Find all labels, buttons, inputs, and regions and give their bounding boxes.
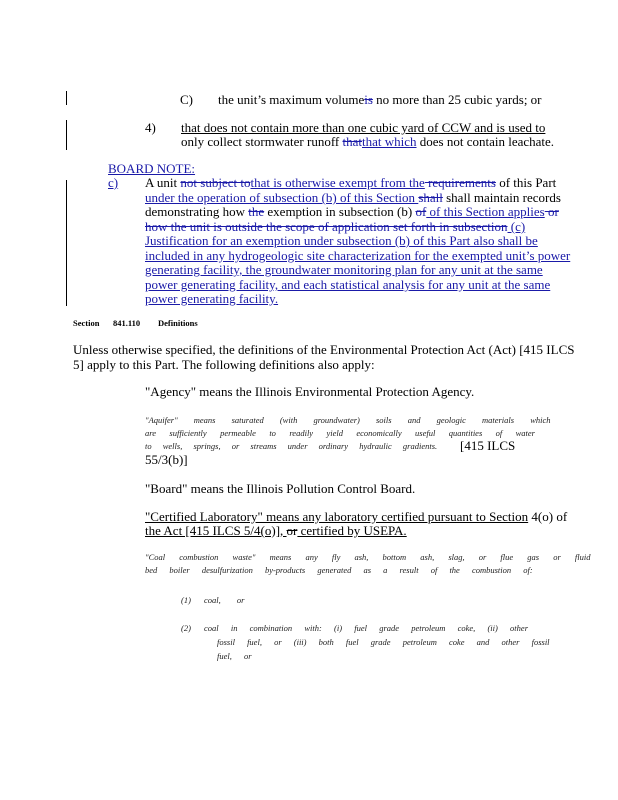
ccw-item-1-label: (1) [181,595,191,605]
item-c-label: C) [180,92,193,107]
ccw-item-2-line: fossil fuel, or (iii) both fuel grade petroleum coke and other fossil [217,637,550,647]
board-note-line: A unit not subject tothat is otherwise exempt from the requirements of this Part [145,175,557,190]
ccw-item-2-line: fuel, or [217,651,252,661]
definition-aquifer-line: are sufficiently permeable to readily yield economically useful quantities of water [145,428,535,438]
ccw-item-2-line: coal in combination with: (i) fuel grade petroleum coke, (ii) other [204,623,528,633]
section-label: Section [73,318,100,328]
item-4-line2: only collect stormwater runoff thatthat which does not contain leachate. [181,134,555,149]
aquifer-citation: 55/3(b)] [145,452,188,467]
aquifer-citation: [415 ILCS [460,438,516,453]
ccw-item-2-label: (2) [181,623,191,633]
ccw-item-1-text: coal, or [204,595,245,605]
definition-certified-lab: the Act [415 ILCS 5/4(o)], or certified by USEPA. [145,523,407,538]
board-note-line: power generating facility, and each statistical analysis for any unit at the same [145,277,551,292]
board-note-line: under the operation of subsection (b) of this Section shall shall maintain records [145,190,561,205]
board-note-line: power generating facility. [145,291,279,306]
change-bar [66,180,67,306]
board-note-line: included in any hydrogeologic site characterization for the exempted unit’s power [145,248,571,263]
board-note-c-label: c) [108,175,119,190]
section-number: 841.110 [113,318,141,328]
board-note-line: demonstrating how the exemption in subsection (b) of of this Section applies or [145,204,559,219]
item-4-label: 4) [145,120,156,135]
intro-line: 5] apply to this Part. The following definitions also apply: [73,357,375,372]
item-c-text: the unit’s maximum volumeis no more than 25 cubic yards; or [218,92,542,107]
change-bar [66,120,67,150]
definition-ccw-line: bed boiler desulfurization by-products generated as a result of the combustion of: [145,565,533,575]
change-bar [66,91,67,105]
board-note-title: BOARD NOTE: [108,161,196,176]
intro-line: Unless otherwise specified, the definitions of the Environmental Protection Act (Act) [415 ILCS [73,342,575,357]
definition-board: "Board" means the Illinois Pollution Control Board. [145,481,416,496]
board-note-line: Justification for an exemption under subsection (b) of this Part also shall be [145,233,538,248]
definition-certified-lab: "Certified Laboratory" means any laboratory certified pursuant to Section 4(o) of [145,509,568,524]
item-4-line1: that does not contain more than one cubic yard of CCW and is used to [181,120,546,135]
section-title: Definitions [158,318,198,328]
board-note-line: how the unit is outside the scope of application set forth in subsection (c) [145,219,526,234]
definition-ccw-line: "Coal combustion waste" means any fly ash, bottom ash, slag, or flue gas or fluid [145,552,591,562]
board-note-line: generating facility, the groundwater monitoring plan for any unit at the same [145,262,543,277]
definition-agency: "Agency" means the Illinois Environmental Protection Agency. [145,384,475,399]
definition-aquifer-line: to wells, springs, or streams under ordinary hydraulic gradients. [145,441,438,451]
definition-aquifer-line: "Aquifer" means saturated (with groundwater) soils and geologic materials which [145,415,551,425]
